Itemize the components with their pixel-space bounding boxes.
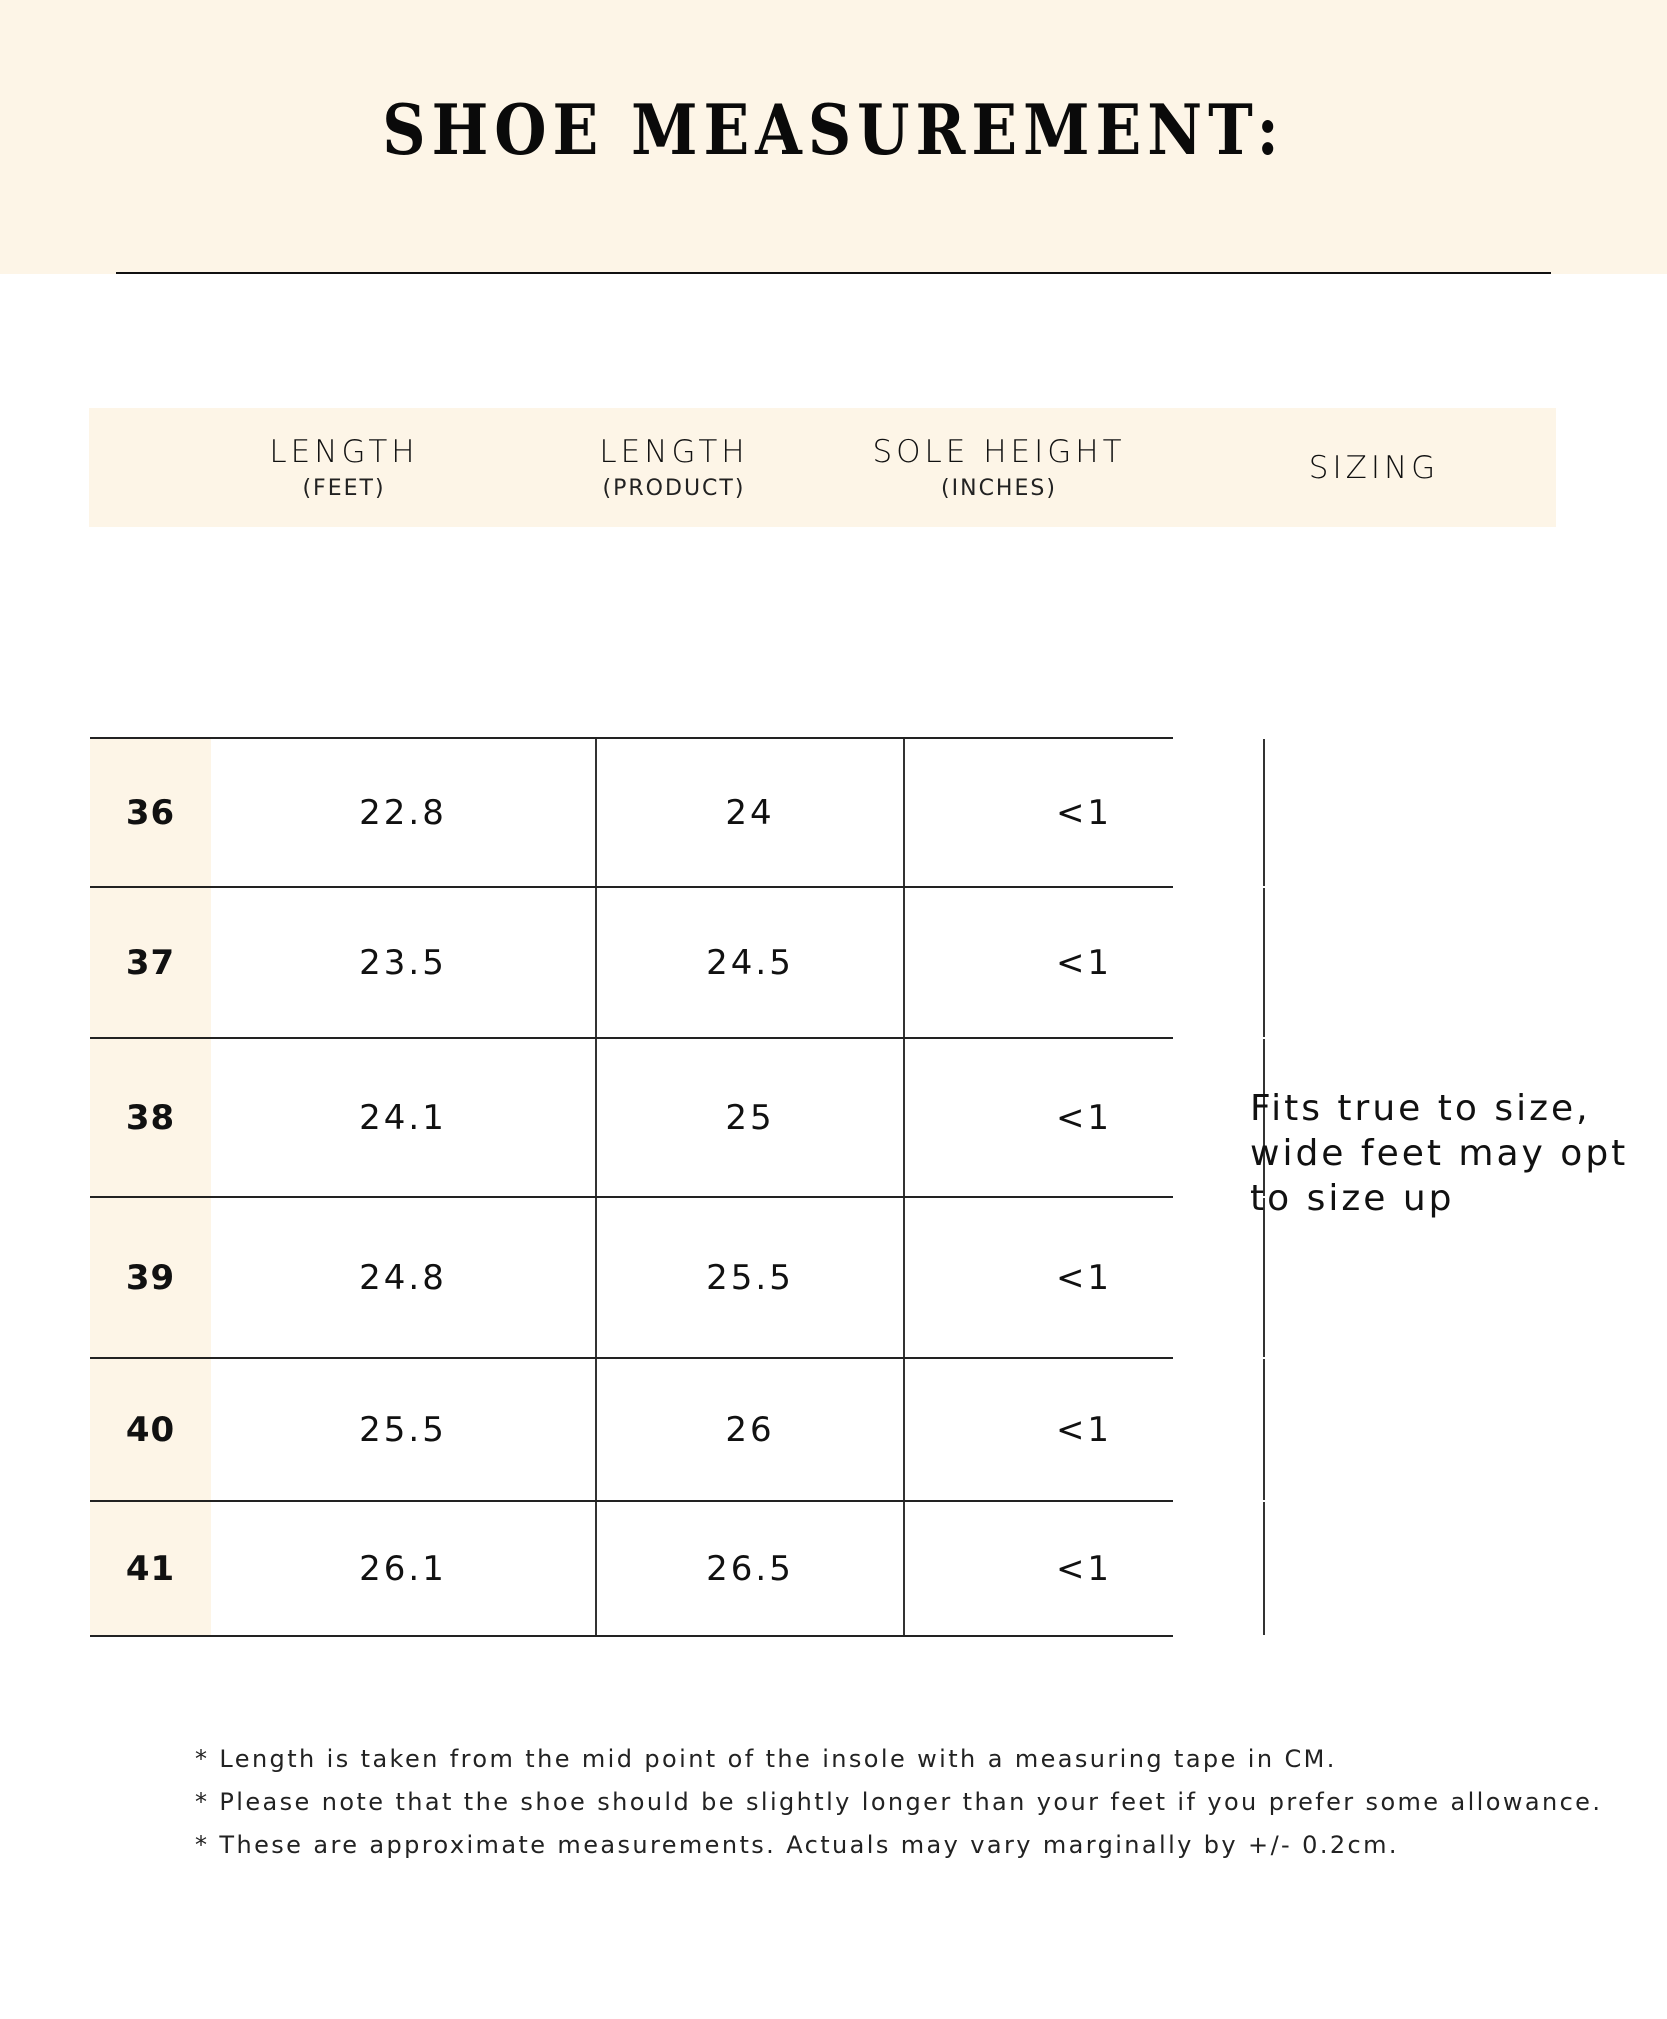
footnote: * Length is taken from the mid point of the insole with a measuring tape in CM. bbox=[195, 1745, 1337, 1773]
length-feet-cell: 26.1 bbox=[211, 1502, 597, 1635]
sole-height-cell: <1 bbox=[905, 739, 1265, 886]
length-feet-cell: 24.1 bbox=[211, 1039, 597, 1196]
table-header bbox=[89, 408, 1556, 527]
header-length-feet bbox=[219, 408, 469, 527]
size-cell: 39 bbox=[90, 1198, 211, 1357]
sole-height-cell: <1 bbox=[905, 1359, 1265, 1500]
sole-height-cell: <1 bbox=[905, 1039, 1265, 1196]
sole-height-cell: <1 bbox=[905, 888, 1265, 1037]
page-title: SHOE MEASUREMENT: bbox=[382, 90, 1285, 172]
table-row bbox=[90, 1196, 1173, 1357]
header-sole-height bbox=[839, 408, 1159, 527]
length-product-cell: 25.5 bbox=[597, 1198, 905, 1357]
header-length-product bbox=[549, 408, 799, 527]
sole-height-cell: <1 bbox=[905, 1198, 1265, 1357]
header-unit: (INCHES) bbox=[941, 476, 1057, 501]
sizing-note-line: Fits true to size, bbox=[1250, 1088, 1591, 1129]
table-row bbox=[90, 886, 1173, 1037]
table-row bbox=[90, 1037, 1173, 1196]
footnote: * Please note that the shoe should be slightly longer than your feet if you prefer some allowance. bbox=[195, 1788, 1603, 1816]
table-row bbox=[90, 737, 1173, 886]
length-product-cell: 26.5 bbox=[597, 1502, 905, 1635]
header-unit: (PRODUCT) bbox=[602, 476, 746, 501]
footnotes bbox=[195, 1738, 1603, 1867]
header-unit: (FEET) bbox=[302, 476, 386, 501]
title-divider bbox=[116, 272, 1551, 274]
length-feet-cell: 24.8 bbox=[211, 1198, 597, 1357]
sizing-note-line: to size up bbox=[1250, 1178, 1455, 1219]
size-cell: 41 bbox=[90, 1502, 211, 1635]
size-cell: 38 bbox=[90, 1039, 211, 1196]
size-table bbox=[90, 737, 1173, 1637]
table-row bbox=[90, 1357, 1173, 1500]
header-label: LENGTH bbox=[269, 434, 419, 470]
size-cell: 36 bbox=[90, 739, 211, 886]
length-feet-cell: 22.8 bbox=[211, 739, 597, 886]
length-product-cell: 25 bbox=[597, 1039, 905, 1196]
length-feet-cell: 23.5 bbox=[211, 888, 597, 1037]
header-label: SOLE HEIGHT bbox=[872, 434, 1126, 470]
header-sizing bbox=[1249, 408, 1499, 527]
size-cell: 37 bbox=[90, 888, 211, 1037]
length-product-cell: 24.5 bbox=[597, 888, 905, 1037]
length-feet-cell: 25.5 bbox=[211, 1359, 597, 1500]
footnote: * These are approximate measurements. Actuals may vary marginally by +/- 0.2cm. bbox=[195, 1831, 1399, 1859]
header-label: LENGTH bbox=[599, 434, 749, 470]
size-cell: 40 bbox=[90, 1359, 211, 1500]
sizing-note bbox=[1250, 1086, 1630, 1221]
length-product-cell: 24 bbox=[597, 739, 905, 886]
sole-height-cell: <1 bbox=[905, 1502, 1265, 1635]
header-label: SIZING bbox=[1308, 449, 1440, 486]
length-product-cell: 26 bbox=[597, 1359, 905, 1500]
table-row bbox=[90, 1500, 1173, 1637]
sizing-note-line: wide feet may opt bbox=[1250, 1133, 1629, 1174]
